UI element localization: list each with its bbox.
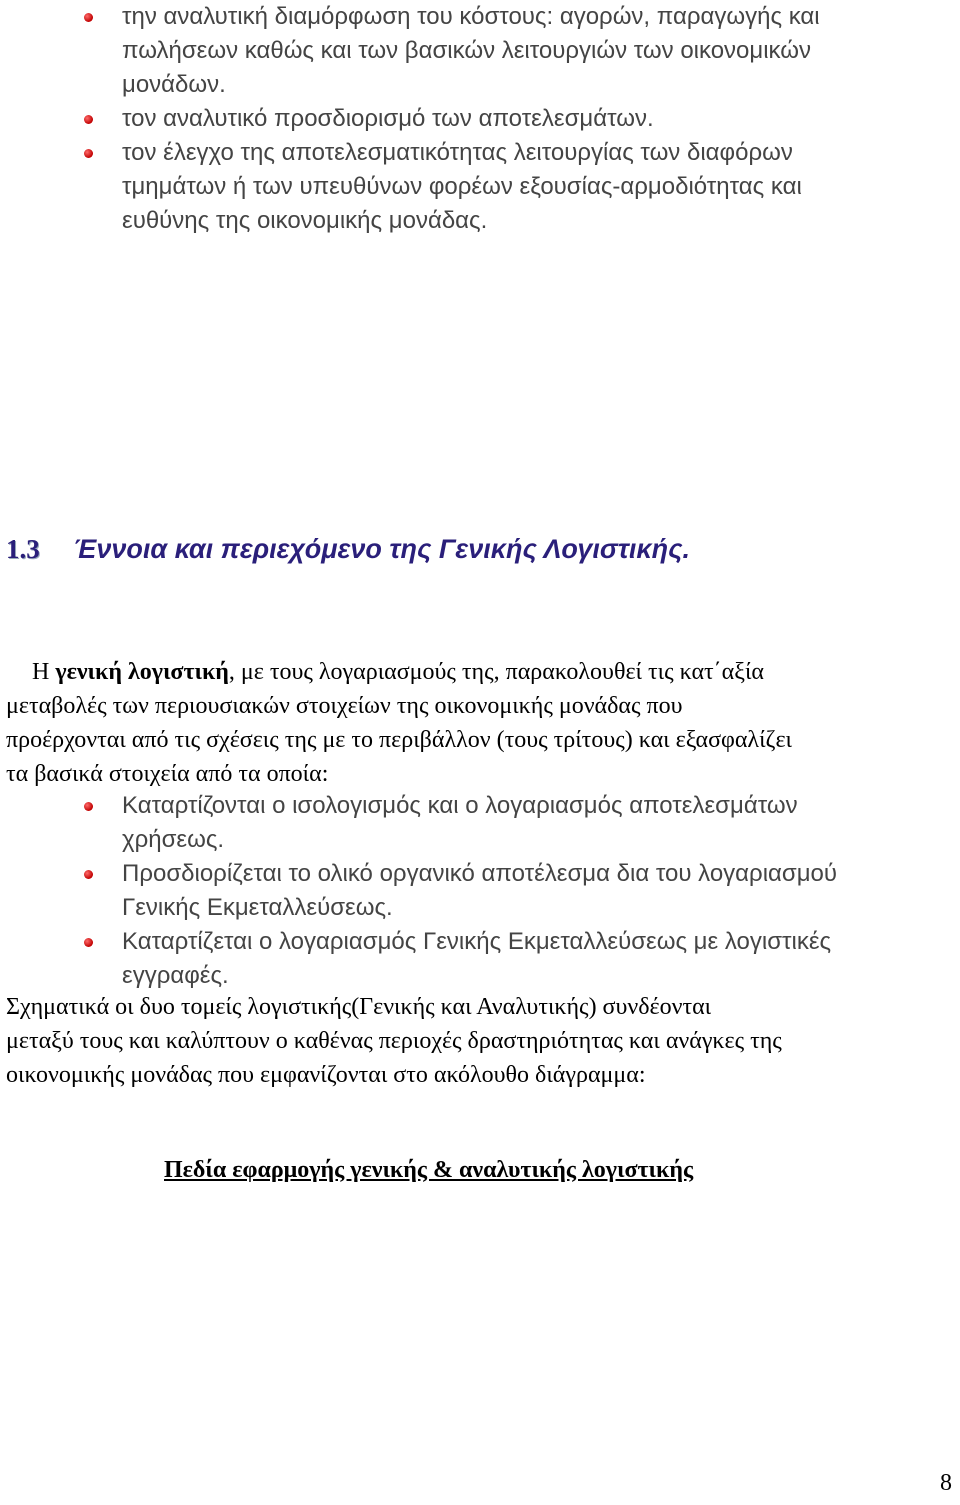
paragraph-lead: Η (32, 659, 56, 685)
paragraph-line: οικονομικής μονάδας που εμφανίζονται στο ακόλουθο διάγραμμα: (6, 1062, 646, 1088)
bullet-icon (84, 870, 93, 879)
paragraph-line-rest: , με τους λογαριασμούς της, παρακολουθεί τις κατ΄αξία (228, 659, 764, 685)
list-item-line: την αναλυτική διαμόρφωση του κόστους: αγορών, παραγωγής και (122, 3, 820, 30)
section-number: 1.3 (6, 534, 40, 564)
list-item-line: τον έλεγχο της αποτελεσματικότητας λειτουργίας των διαφόρων (122, 139, 793, 166)
paragraph-line: Σχηματικά οι δυο τομείς λογιστικής(Γενικής και Αναλυτικής) συνδέονται (6, 994, 712, 1020)
paragraph-line: μεταβολές των περιουσιακών στοιχείων της οικονομικής μονάδας που (6, 693, 683, 719)
paragraph-line: μεταξύ τους και καλύπτουν ο καθένας περιοχές δραστηριότητας και ανάγκες της (6, 1028, 782, 1054)
bullet-icon (84, 13, 93, 22)
bullet-icon (84, 802, 93, 811)
list-item-line: εγγραφές. (122, 962, 229, 989)
diagram-title: Πεδία εφαρμογής γενικής & αναλυτικής λογιστικής (164, 1157, 694, 1183)
bullet-icon (84, 938, 93, 947)
section-title: Έννοια και περιεχόμενο της Γενικής Λογιστικής. (73, 534, 690, 564)
paragraph-line: τα βασικά στοιχεία από τα οποία: (6, 761, 329, 787)
section-heading (6, 534, 690, 565)
list-item-line: τμημάτων ή των υπευθύνων φορέων εξουσίας-αρμοδιότητας και (122, 173, 802, 200)
list-item-line: ευθύνης της οικονομικής μονάδας. (122, 207, 488, 234)
page-number: 8 (940, 1470, 952, 1496)
paragraph-line: προέρχονται από τις σχέσεις της με το περιβάλλον (τους τρίτους) και εξασφαλίζει (6, 727, 792, 753)
bold-term: γενική λογιστική (55, 659, 229, 685)
bullet-icon (84, 115, 93, 124)
list-item-line: Καταρτίζεται ο λογαριασμός Γενικής Εκμεταλλεύσεως με λογιστικές (122, 928, 832, 955)
list-item-line: Προσδιορίζεται το ολικό οργανικό αποτέλεσμα δια του λογαριασμού (122, 860, 838, 887)
list-item-line: χρήσεως. (122, 826, 225, 853)
list-item-line: Γενικής Εκμεταλλεύσεως. (122, 894, 393, 921)
list-item-line: πωλήσεων καθώς και των βασικών λειτουργιών των οικονομικών (122, 37, 812, 64)
list-item-line: μονάδων. (122, 71, 226, 98)
bullet-icon (84, 149, 93, 158)
paragraph-line (32, 655, 764, 689)
list-item-line: τον αναλυτικό προσδιορισμό των αποτελεσμάτων. (122, 105, 654, 132)
list-item-line: Καταρτίζονται ο ισολογισμός και ο λογαριασμός αποτελεσμάτων (122, 792, 798, 819)
